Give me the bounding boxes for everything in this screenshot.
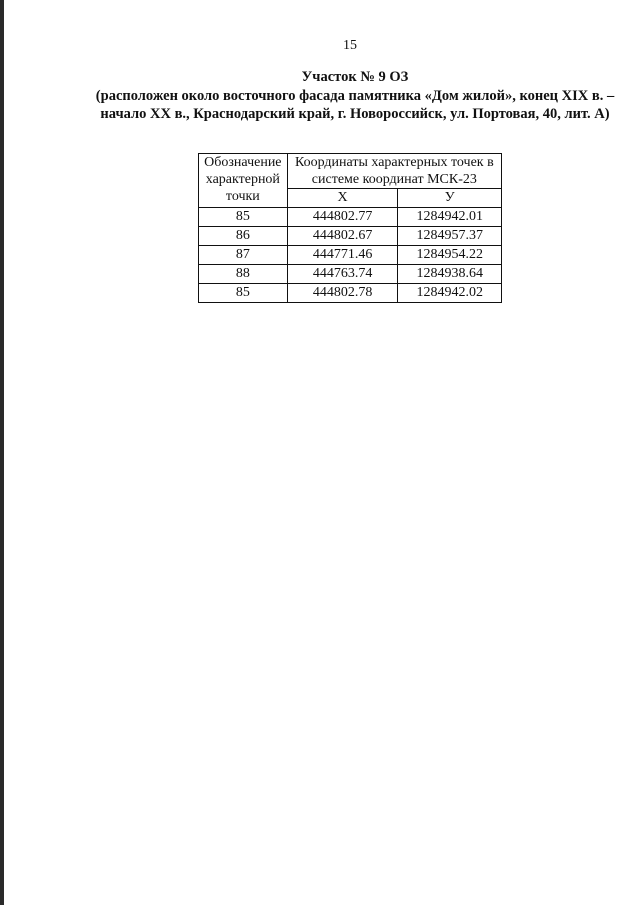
cell-y: 1284938.64 — [398, 265, 502, 284]
section-heading — [90, 68, 620, 124]
header-coordinates: Координаты характерных точек в системе координат МСК-23 — [287, 154, 501, 189]
section-title: Участок № 9 ОЗ — [301, 69, 409, 85]
cell-y: 1284957.37 — [398, 227, 502, 246]
table-row — [199, 208, 502, 227]
cell-point: 85 — [199, 284, 288, 303]
table-row — [199, 265, 502, 284]
cell-y: 1284942.01 — [398, 208, 502, 227]
table-header-row — [199, 154, 502, 189]
cell-x: 444802.67 — [287, 227, 398, 246]
table-row — [199, 246, 502, 265]
header-x: Х — [287, 189, 398, 208]
coordinates-table-body — [199, 208, 502, 303]
page-number: 15 — [343, 38, 357, 53]
header-y: У — [398, 189, 502, 208]
cell-x: 444771.46 — [287, 246, 398, 265]
cell-x: 444763.74 — [287, 265, 398, 284]
cell-point: 85 — [199, 208, 288, 227]
section-description: (расположен около восточного фасада памятника «Дом жилой», конец XIX в. – начало XX в., Краснодарский край, г. Новороссийск, ул. Портовая, 40, лит. А) — [95, 87, 615, 122]
cell-point: 86 — [199, 227, 288, 246]
table-row — [199, 227, 502, 246]
cell-x: 444802.77 — [287, 208, 398, 227]
scan-left-edge — [0, 0, 4, 905]
coordinates-table — [198, 153, 502, 303]
table-row — [199, 284, 502, 303]
cell-x: 444802.78 — [287, 284, 398, 303]
cell-y: 1284942.02 — [398, 284, 502, 303]
coordinates-table-head — [199, 154, 502, 208]
header-point-designation: Обозначение характерной точки — [199, 154, 288, 208]
cell-point: 88 — [199, 265, 288, 284]
cell-y: 1284954.22 — [398, 246, 502, 265]
cell-point: 87 — [199, 246, 288, 265]
